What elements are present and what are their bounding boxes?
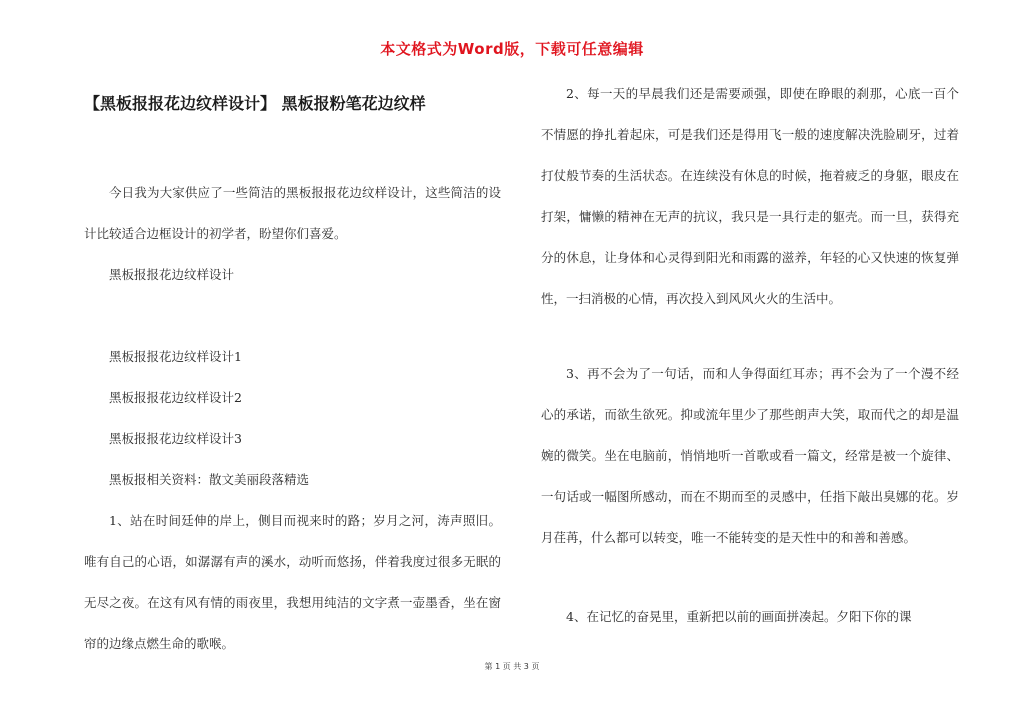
intro-paragraph: 今日我为大家供应了一些简洁的黑板报报花边纹样设计，这些简洁的设计比较适合边框设计的初学者，盼望你们喜爱。 bbox=[84, 185, 501, 241]
word-format-banner: 本文格式为Word版，下载可任意编辑 bbox=[380, 40, 644, 58]
essay-paragraph-1: 1、站在时间廷伸的岸上，侧目而视来时的路；岁月之河，涛声照旧。唯有自己的心语，如潺潺有声的溪水，动听而悠扬，伴着我度过很多无眠的无尽之夜。在这有风有情的雨夜里，我想用纯洁的文字煮一壶墨香，坐在窗帘的边缘点燃生命的歌喉。 bbox=[84, 513, 501, 651]
design-item-1: 黑板报报花边纹样设计1 bbox=[109, 349, 242, 364]
design-item-3: 黑板报报花边纹样设计3 bbox=[109, 431, 242, 446]
design-item-2: 黑板报报花边纹样设计2 bbox=[109, 390, 242, 405]
essay-paragraph-2: 2、每一天的早晨我们还是需要顽强，即使在睁眼的刹那，心底一百个不情愿的挣扎着起床，可是我们还是得用飞一般的速度解决洗脸刷牙，过着打仗般节奏的生活状态。在连续没有休息的时候，拖着疲乏的身躯，眼皮在打架，慵懒的精神在无声的抗议，我只是一具行走的躯壳。而一旦，获得充分的休息，让身体和心灵得到阳光和雨露的滋养，年轻的心又快速的恢复弹性，一扫消极的心情，再次投入到风风火火的生活中。 bbox=[541, 86, 959, 306]
essay-paragraph-3: 3、再不会为了一句话，而和人争得面红耳赤；再不会为了一个漫不经心的承诺，而欲生欲死。抑或流年里少了那些朗声大笑，取而代之的却是温婉的微笑。坐在电脑前，悄悄地听一首歌或看一篇文，经常是被一个旋律、一句话或一幅图所感动，而在不期而至的灵感中，任指下敲出臭娜的花。岁月荏苒，什么都可以转变，唯一不能转变的是天性中的和善和善感。 bbox=[541, 366, 959, 545]
page-number-footer: 第 1 页 共 3 页 bbox=[484, 662, 540, 671]
section-heading: 黑板报报花边纹样设计 bbox=[109, 267, 235, 282]
related-material-heading: 黑板报相关资料：散文美丽段落精选 bbox=[109, 472, 310, 487]
document-title: 【黑板报报花边纹样设计】 黑板报粉笔花边纹样 bbox=[84, 94, 426, 113]
essay-paragraph-4: 4、在记忆的奋晃里，重新把以前的画面拼凑起。夕阳下你的课 bbox=[566, 609, 912, 624]
